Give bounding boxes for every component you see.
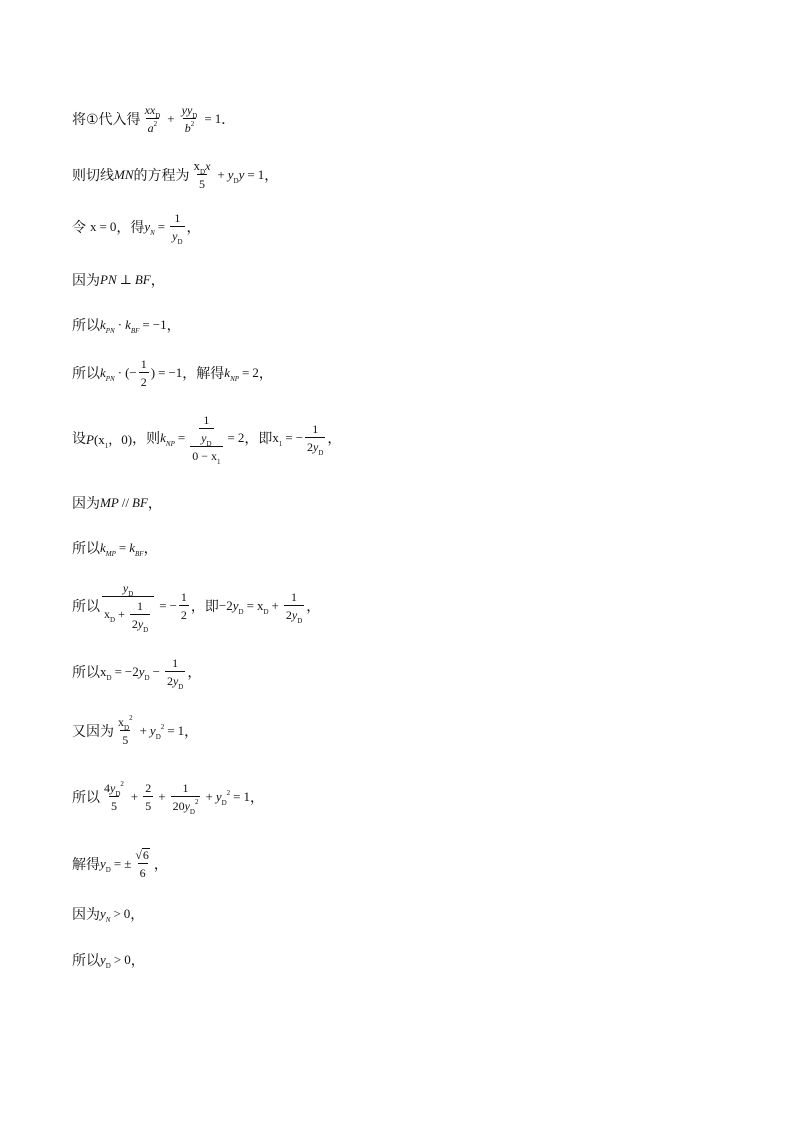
text: 所以	[72, 665, 100, 681]
line-slope-product: 所以 $k_{PN}$ · $k_{BF}$ = −1 ，	[72, 317, 181, 335]
line-mp-parallel-bf: 因为 MP // BF ，	[72, 495, 162, 512]
fraction: $\frac{2}{5}$	[145, 781, 152, 813]
text: 所以	[72, 790, 100, 806]
line-solve-knp: 所以 $k_{PN}$ · (− $\frac{1}{2}$ ) = −1 ，解得 $k_{NP}$ = 2 ，	[72, 357, 273, 389]
text: 设	[72, 431, 86, 447]
fraction: $\frac{x_D^2}{5}$	[118, 714, 133, 747]
fraction: $\frac{1}{2}$	[180, 590, 187, 622]
line-substitute: 将①代入得 $\frac{xx_D}{a^2}$ + $\frac{yy_D}{b^2}$ = 1 ．	[72, 103, 236, 135]
text: 的方程为	[133, 167, 190, 184]
fraction: $\frac{1}{2}$	[140, 357, 147, 389]
fraction: $\frac{1}{20y_D^2}$	[172, 781, 199, 816]
text: 因为	[72, 273, 100, 289]
punct: ，	[130, 907, 145, 923]
text: ，即	[244, 431, 273, 447]
text: 所以	[72, 599, 100, 615]
math-text: MN	[114, 166, 134, 182]
fraction: √ 6 6	[135, 848, 149, 880]
fraction: $\frac{x_Dx}{5}$	[193, 158, 211, 191]
fraction: $\frac{xx_D}{a^2}$	[144, 103, 161, 135]
fraction: $\frac{1}{2y_D}$	[285, 590, 303, 625]
line-slope-equal: 所以 $k_{MP}$ = $k_{BF}$ ，	[72, 540, 158, 558]
punct: ，	[130, 953, 145, 969]
punct: ，	[258, 366, 273, 382]
line-ellipse-point: 又因为 $\frac{x_D^2}{5}$ + $y_D^2$ = 1 ，	[72, 714, 199, 747]
text: 因为	[72, 907, 100, 923]
line-set-p: 设 $P(x_1$，0) ，则 $k_{NP}$ = $\frac{\frac{1}{y_D}}{0 - x_1}$ = 2 ，即 $x_1$ = − $\frac{1}{2y_D}$ ，	[72, 413, 342, 466]
text: 将①代入得	[72, 112, 141, 128]
text: ，则	[132, 431, 161, 447]
punct: ．	[221, 112, 236, 128]
punct: ，	[306, 599, 321, 615]
text: 因为	[72, 496, 100, 512]
punct: ，	[166, 318, 181, 334]
line-yn-positive: 因为 $y_N$ > 0 ，	[72, 906, 145, 924]
text: 则切线	[72, 167, 114, 184]
text: 解得	[72, 856, 100, 873]
text: ，即	[190, 599, 219, 615]
fraction: $\frac{1}{2y_D}$	[307, 422, 324, 457]
fraction: $\frac{\frac{1}{y_D}}{0 - x_1}$	[192, 413, 221, 466]
line-solve-yd: 解得 $y_D$ = ± √ 6 6 ，	[72, 848, 168, 880]
fraction: $y_D$ $x_D$ + $\frac{1}{2y_D}$	[102, 582, 154, 630]
line-slope-mp: 所以 $y_D$ $x_D$ + $\frac{1}{2y_D}$ = − $\frac{1}{2}$ ，即 $-2y_D$ = $x_D$ + $\frac{1}{2y_D}$ ，	[72, 581, 321, 634]
fraction: $\frac{1}{y_D}$	[201, 413, 212, 448]
punct: ，	[327, 431, 342, 447]
fraction: $\frac{1}{2y_D}$	[166, 656, 184, 691]
fraction: $\frac{1}{2y_D}$	[131, 599, 149, 634]
line-yd-positive: 所以 $y_D$ > 0 ，	[72, 952, 145, 970]
punct: ，	[143, 541, 158, 557]
fraction: $\frac{1}{y_D}$	[172, 211, 183, 246]
line-tangent-equation: 则切线 MN 的方程为 $\frac{x_Dx}{5}$ + $y_Dy$ = 1 ，	[72, 158, 279, 191]
line-pn-perp-bf: 因为 PN ⊥ BF ，	[72, 272, 165, 289]
text: 所以	[72, 318, 100, 334]
fraction: $\frac{4y_D^2}{5}$	[104, 780, 124, 813]
punct: ，	[187, 665, 202, 681]
text: 所以	[72, 953, 100, 969]
line-let-x-zero: 令 x = 0 ，得 $y_N$ = $\frac{1}{y_D}$ ，	[72, 211, 201, 246]
text: ，解得	[182, 366, 225, 382]
fraction: $\frac{yy_D}{b^2}$	[181, 103, 198, 135]
text: 又因为	[72, 724, 114, 740]
text: 令	[72, 220, 86, 236]
punct: ，	[153, 856, 168, 873]
punct: ，	[250, 790, 264, 806]
punct: ，	[264, 167, 279, 184]
punct: ，	[150, 273, 165, 289]
text: ，得	[116, 220, 145, 236]
text: 所以	[72, 541, 100, 557]
punct: ，	[147, 496, 162, 512]
punct: ，	[186, 220, 201, 236]
punct: ，	[184, 724, 199, 740]
text: 所以	[72, 366, 100, 382]
line-xd-expression: 所以 $x_D$ = $-2y_D$ − $\frac{1}{2y_D}$ ，	[72, 656, 202, 691]
line-substituted-equation: 所以 $\frac{4y_D^2}{5}$ + $\frac{2}{5}$ + $\frac{1}{20y_D^2}$ + $y_D^2$ = 1 ，	[72, 780, 264, 816]
